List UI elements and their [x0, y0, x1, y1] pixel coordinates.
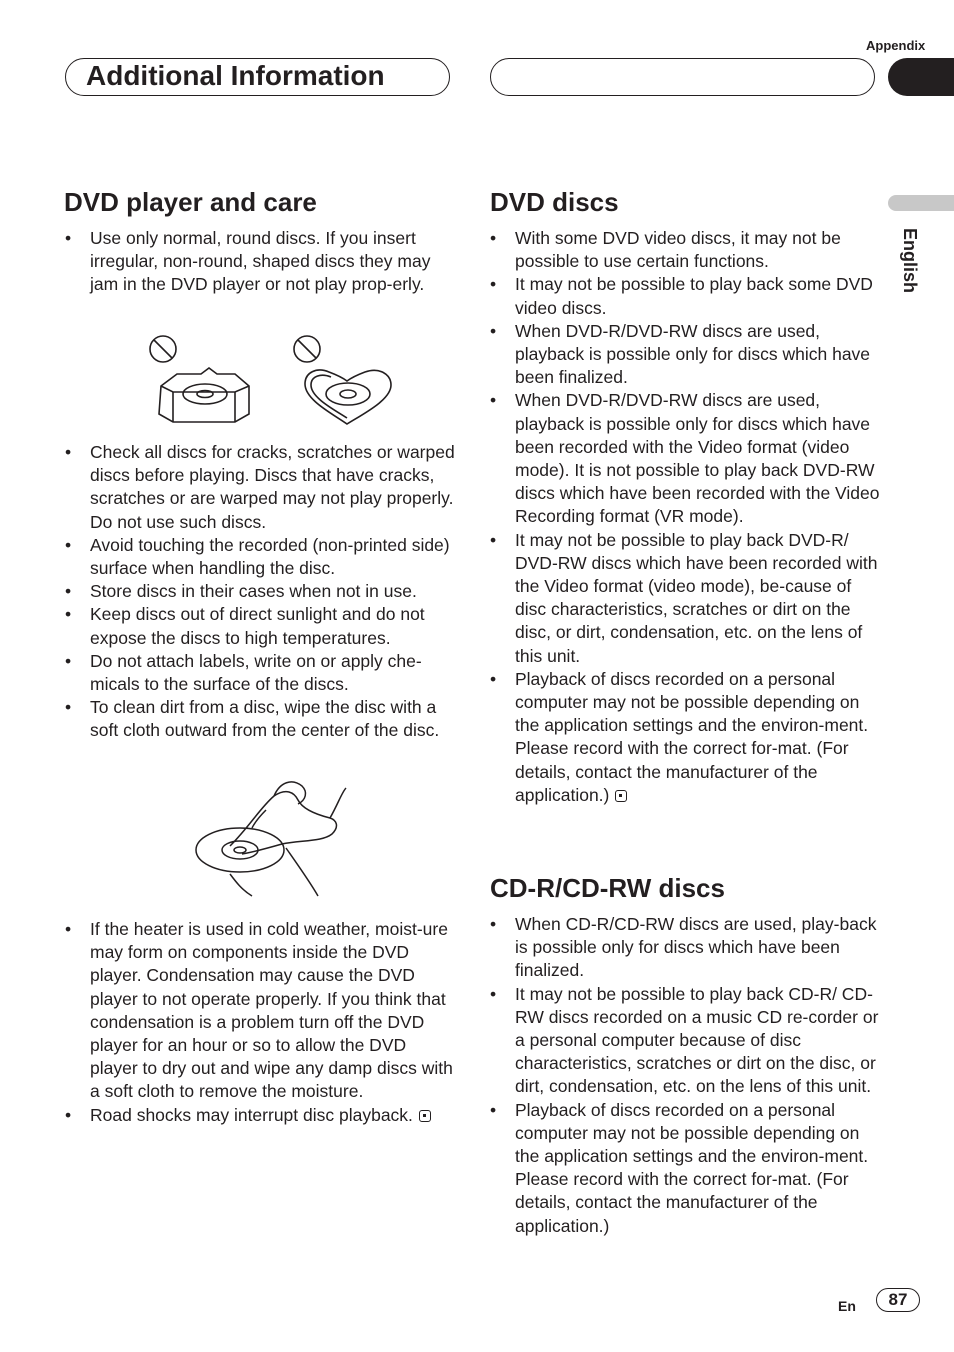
octagonal-disc-icon: [159, 368, 249, 422]
section-end-icon: [615, 790, 627, 802]
list-item-text: Playback of discs recorded on a personal computer may not be possible depending on the application settings and the environ-ment. Please record with the correct for-mat. (For details, contact the manufacturer of the application.): [515, 1099, 869, 1236]
list-item-text: When DVD-R/DVD-RW discs are used, playback is possible only for discs which have been finalized.: [515, 320, 871, 388]
section-end-icon: [419, 1110, 431, 1122]
list-item: [490, 983, 882, 1099]
list-item: [490, 668, 882, 807]
list-item: [65, 650, 455, 696]
list-item-text: Store discs in their cases when not in use.: [90, 581, 417, 602]
list-item-text: With some DVD video discs, it may not be possible to use certain functions.: [515, 228, 841, 272]
list-item: [65, 580, 455, 603]
list-item-text: When DVD-R/DVD-RW discs are used, playback is possible only for discs which have been recorded with the Video format (video mode). It is not possible to play back DVD-RW discs which have been recorded with the Video Recording format (VR mode).: [515, 390, 880, 527]
list-item: [490, 227, 882, 273]
care-list-c: [65, 918, 455, 1127]
list-item-text: To clean dirt from a disc, wipe the disc with a soft cloth outward from the center of the disc.: [90, 697, 440, 741]
section-title: Additional Information: [86, 60, 385, 91]
heading-dvd-discs: DVD discs: [490, 187, 619, 217]
irregular-discs-illustration: [145, 334, 400, 429]
list-item-text: Road shocks may interrupt disc playback.: [90, 1104, 413, 1125]
list-item: [65, 227, 455, 297]
language-tab-marker: [888, 195, 954, 211]
footer-language: En: [838, 1298, 856, 1314]
list-item-text: Check all discs for cracks, scratches or warped discs before playing. Discs that have cracks, scratches or are warped may not play properly. Do not use such discs.: [90, 442, 455, 532]
heading-cd-discs: CD-R/CD-RW discs: [490, 873, 725, 903]
list-item: [65, 696, 455, 742]
list-item-text: It may not be possible to play back CD-R/ CD-RW discs recorded on a music CD re-corder or a personal computer because of disc characteristics, scratches or dirt on the disc, or dirt, condensation, etc. on the lens of this unit.: [515, 983, 879, 1097]
list-item: [65, 918, 455, 1104]
disc-cleaning-illustration: [190, 778, 350, 902]
list-item-text: When CD-R/CD-RW discs are used, play-back is possible only for discs which have been finalized.: [515, 914, 877, 981]
appendix-label: Appendix: [866, 38, 926, 53]
list-item: [490, 529, 882, 668]
list-item-text: Do not attach labels, write on or apply che-micals to the surface of the discs.: [90, 650, 422, 695]
list-item-text: Keep discs out of direct sunlight and do not expose the discs to high temperatures.: [90, 604, 425, 648]
list-item: [490, 913, 882, 983]
list-item: [65, 441, 455, 534]
list-item-text: Avoid touching the recorded (non-printed side) surface when handling the disc.: [90, 534, 450, 579]
heart-disc-icon: [305, 370, 391, 424]
heading-dvd-player-care: DVD player and care: [64, 187, 317, 217]
chapter-tab: [888, 58, 954, 96]
cd-discs-list: [490, 913, 882, 1238]
page-number: 87: [876, 1288, 920, 1312]
prohibited-icon: [294, 336, 320, 362]
list-item-text: If the heater is used in cold weather, moist-ure may form on components inside the DVD player. Condensation may cause the DVD player to not operate properly. If you think that condensation is a problem turn off the DVD player for an hour or so to allow the DVD player to dry out and wipe any damp discs with a soft cloth to remove the moisture.: [90, 919, 453, 1102]
care-list-a: [65, 227, 455, 297]
language-tab-label: English: [900, 228, 920, 294]
list-item-text: It may not be possible to play back some DVD video discs.: [515, 274, 873, 318]
list-item-text: Playback of discs recorded on a personal computer may not be possible depending on the application settings and the environ-ment. Please record with the correct for-mat. (For details, contact the manufacturer of the application.): [515, 668, 869, 805]
list-item: [490, 389, 882, 528]
list-item: [490, 320, 882, 390]
list-item-text: It may not be possible to play back DVD-R/ DVD-RW discs which have been recorded with the Video format (video mode), be-cause of disc characteristics, scratches or dirt on the disc, or dirt, condensation, etc. on the lens of this unit.: [515, 529, 878, 666]
list-item-text: Use only normal, round discs. If you insert irregular, non-round, shaped discs they may jam in the DVD player or not play prop-erly.: [90, 228, 431, 295]
list-item: [490, 1099, 882, 1238]
header-pill-right: [490, 58, 875, 96]
list-item: [65, 1104, 455, 1127]
list-item: [490, 273, 882, 319]
prohibited-icon: [150, 336, 176, 362]
dvd-discs-list: [490, 227, 882, 807]
list-item: [65, 534, 455, 580]
list-item: [65, 603, 455, 649]
care-list-b: [65, 441, 455, 743]
